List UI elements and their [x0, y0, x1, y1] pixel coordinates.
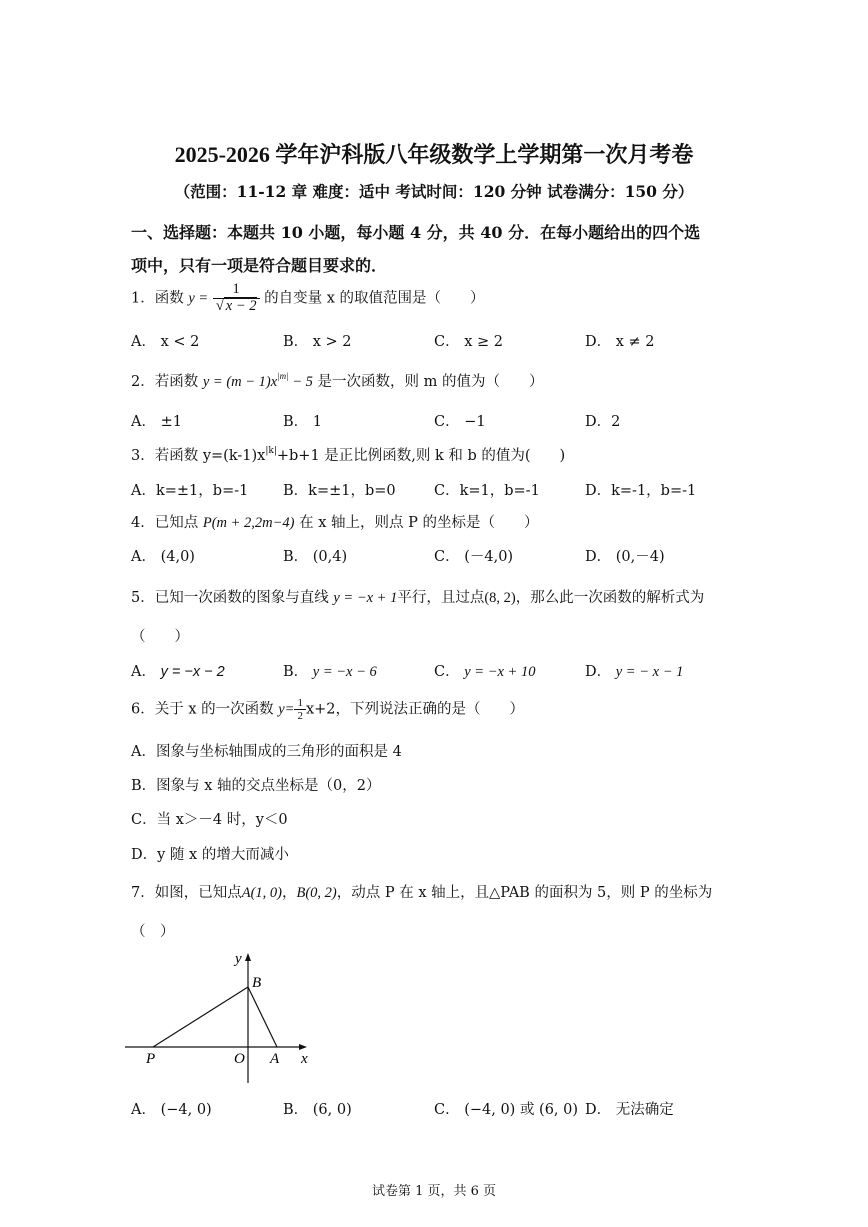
q5-option-b: B． y = −x − 6: [283, 664, 377, 680]
q1-option-a: A． x < 2: [131, 334, 200, 350]
q1-option-d: D． x ≠ 2: [585, 334, 655, 350]
page-footer: 试卷第 1 页，共 6 页: [371, 1184, 497, 1199]
q4-option-a: A． (4,0): [131, 549, 195, 565]
x-axis-arrow: [299, 1044, 307, 1050]
label-x: x: [301, 1051, 308, 1067]
label-a: A: [270, 1051, 280, 1067]
question-5: 5．已知一次函数的图象与直线 y = −x + 1平行，且过点(8, 2)，那么此一次函数的解析式为: [131, 590, 705, 606]
exam-title: 2025-2026 学年沪科版八年级数学上学期第一次月考卷: [174, 142, 694, 167]
q6-option-a: A．图象与坐标轴围成的三角形的面积是 4: [131, 744, 402, 760]
label-o: O: [234, 1051, 245, 1067]
question-5-line2: （ ）: [131, 629, 189, 645]
question-6: 6．关于 x 的一次函数 y= $\frac{1}{2}$ x+2，下列说法正确的是（ ）: [131, 697, 525, 723]
q3-option-d: D．k=-1，b=-1: [585, 483, 697, 499]
q1-option-b: B． x > 2: [283, 334, 352, 350]
question-7-line2: （ ）: [131, 924, 175, 940]
q1-option-c: C． x ≥ 2: [434, 334, 503, 350]
segment-ba: [248, 987, 277, 1047]
q7-option-a: A． (−4, 0): [131, 1102, 212, 1118]
q7-option-d: D． 无法确定: [585, 1102, 674, 1118]
question-2: 2．若函数 $y = (m - 1)x^{|m|} - 5$ 是一次函数，则 m 的值为（ ）: [131, 371, 544, 390]
section-heading-line2: 项中，只有一项是符合题目要求的．: [131, 256, 388, 275]
q2-option-d: D．2: [585, 414, 621, 430]
question-7: 7．如图，已知点A(1, 0)，B(0, 2)，动点 P 在 x 轴上，且△PAB 的面积为 5，则 P 的坐标为: [131, 885, 713, 901]
exam-subtitle: （范围：11-12 章 难度：适中 考试时间：120 分钟 试卷满分：150 分）: [174, 182, 694, 201]
segment-pb: [153, 987, 248, 1047]
q2-option-a: A． ±1: [131, 414, 182, 430]
q6-option-b: B．图象与 x 轴的交点坐标是（0，2）: [131, 778, 381, 794]
question-1: 1．函数 y = $\frac{1}{√ x - 2}$ 的自变量 x 的取值范围是（ ）: [131, 281, 485, 314]
question-4: 4．已知点 P(m + 2,2m−4) 在 x 轴上，则点 P 的坐标是（ ）: [131, 515, 539, 531]
q5-option-a: A． y = −x − 2: [131, 664, 225, 680]
q4-option-b: B． (0,4): [283, 549, 348, 565]
q6-option-d: D．y 随 x 的增大而减小: [131, 847, 289, 863]
label-p: P: [146, 1051, 156, 1067]
q7-figure: [125, 945, 325, 1090]
q2-option-c: C． −1: [434, 414, 486, 430]
y-axis-arrow: [245, 953, 251, 961]
q4-option-c: C． (－4,0): [434, 549, 514, 565]
q7-option-b: B． (6, 0): [283, 1102, 352, 1118]
q6-option-c: C．当 x＞－4 时，y＜0: [131, 812, 288, 828]
q3-option-c: C．k=1，b=-1: [434, 483, 540, 499]
q5-option-d: D． y = − x − 1: [585, 664, 684, 680]
q4-option-d: D． (0,－4): [585, 549, 665, 565]
q3-option-a: A．k=±1，b=-1: [131, 483, 249, 499]
q2-option-b: B． 1: [283, 414, 322, 430]
q7-option-c: C． (−4, 0) 或 (6, 0): [434, 1102, 579, 1118]
label-b: B: [252, 975, 262, 991]
question-3: 3．若函数 $y=(k-1)x^{|k|}+b+1$ 是正比例函数,则 k 和 b 的值为( ): [131, 446, 566, 464]
q3-option-b: B．k=±1，b=0: [283, 483, 396, 499]
q5-option-c: C． y = −x + 10: [434, 664, 536, 680]
label-y: y: [235, 951, 242, 967]
section-heading-line1: 一、选择题：本题共 10 小题，每小题 4 分，共 40 分．在每小题给出的四个选: [131, 223, 701, 242]
